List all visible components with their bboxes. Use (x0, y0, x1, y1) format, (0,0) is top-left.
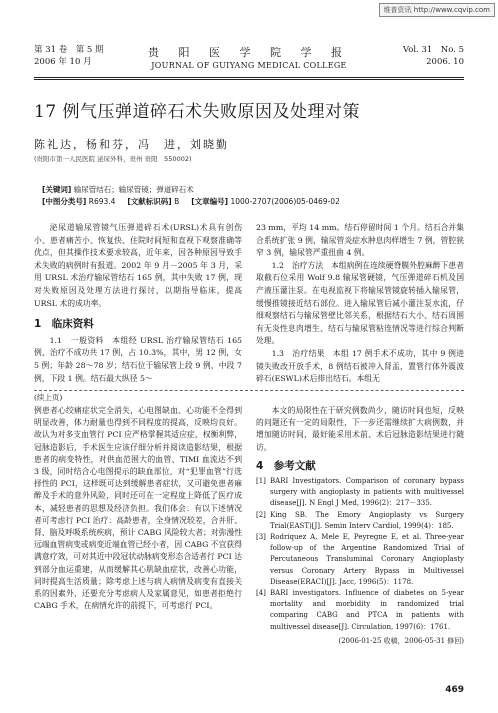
classification-line (42, 196, 340, 208)
right-column (256, 222, 464, 386)
reference-item: [2] King SB. The Emory Angioplasty vs Surgery Trial(EAST)[J]. Semin Interv Cardiol, 1999(4)：185. (256, 510, 464, 530)
continuation-divider (34, 390, 464, 391)
volume-zh: 第 31 卷 第 5 期 (34, 45, 104, 55)
article-authors: 陈礼达，杨和芬，冯 进，刘晓勤 (34, 138, 229, 151)
reference-item: [4] BARI investigators. Influence of diabetes on 5-year mortality and morbidity in randomized trial comparing CABG and PTCA in patients with multivessel disease[J]. Circulation, 1997(6)：1761. (256, 589, 464, 631)
doc-code-label: [文献标识码] (127, 197, 172, 206)
section-1-heading: 1 临床资料 (34, 318, 94, 331)
right-paragraph-1: 23 mm，平均 14 mm。结石停留时间 1 个月。结石合并集合系统扩张 9 例，输尿管炎症水肿息肉样增生 7 例，管腔狭窄 3 例，输尿管严重扭曲 4 例。 (256, 223, 464, 258)
clc-label: [中图分类号] (42, 197, 87, 206)
bottom-left-column (34, 405, 242, 612)
section-1-1: 1.1 一般资料 本组经 URSL 治疗输尿管结石 165 例，治疗不成功共 17 例，占 10.3%，其中，男 12 例，女 5 例；年龄 28～78 岁；结石位于输尿管上段 9 例，中段 7 例，下段 1 例。结石最大纵径 5～ (34, 335, 242, 383)
keywords-line (42, 184, 340, 196)
intro-paragraph: 泌尿道输尿管镜气压弹道碎石术(URSL)术具有创伤小、患者痛苦小、恢复快、住院时间短和直视下观察准确等优点，但其操作技术要求较高，近年来，因各种原因导致手术失败的病例时有报道。2002 年 9 月－2005 年 3 月，采用 URSL 术治疗输尿管结石 165 例，其中失败 17 例，现对失败原因及处理方法进行探讨，以期指导临床，提高 URSL 术的成功率。 (34, 223, 242, 308)
references-heading: 4 参考文献 (256, 459, 316, 472)
keywords-label: [关键词] (42, 185, 72, 194)
header-center (34, 44, 464, 70)
journal-name-en: JOURNAL OF GUIYANG MEDICAL COLLEGE (151, 61, 347, 70)
doc-code-text: B (174, 197, 180, 206)
journal-name-zh: 贵 阳 医 学 院 学 报 (148, 46, 350, 59)
date-en: 2006. 10 (426, 57, 464, 67)
header-rule (34, 77, 464, 80)
bottom-left-paragraph: 例患者心绞痛症状完全消失，心电图缺血、心功能不全得到明显改善，体力耐量也得到不同程度的提高，反映均良好。故认为对多支血管行 PCI 应严格掌握其适应症，权衡利弊，冠脉造影后，手术医生应该仔细分析并阅读造影结果，根据患者的病变特性，对供血范围大的血管、TIMI 血流达不到 3 级，同时结合心电图提示的缺血部位，对“犯罪血管”行选择性的 PCI，这样既可达到缓解患者症状，又可避免患者麻醉及手术的意外风险，同时还可在一定程度上降低了医疗成本，减轻患者的思想及经济负担。我们体会：有以下述情况者可考虑行 PCI 治疗：高龄患者，全身情况较差，合并肝、肾、脑及呼吸系统疾病，预计 CABG 风险较大者；对弥漫性远端血管病变或病变近端血管已经小者，因 CABG 不宜获得满意疗效，可对其近中段冠状动脉病变形态合适者行 PCI 达到部分血运重建，从而缓解其心肌缺血症状，改善心功能，同时提高生活质量；除考虑上述与病人病情及病变有直接关系的因素外，还要充分考虑病人及家属意见，如患者拒绝行 CABG 手术，在病情允许的前提下，可考虑行 PCI。 (34, 406, 242, 611)
page-number: 469 (445, 685, 464, 695)
article-id-label: [文章编号] (191, 197, 229, 206)
journal-header (34, 44, 464, 78)
left-column (34, 222, 242, 385)
article-id-text: 1000-2707(2006)05-0469-02 (230, 197, 340, 206)
reference-list (256, 476, 464, 633)
archive-stamp: 维普资讯 http://www.cqvip.com (379, 3, 495, 17)
volume-en: Vol. 31 No. 5 (402, 45, 464, 55)
section-1-3: 1.3 治疗结果 本组 17 例手术不成功，其中 9 例进镜失败改开放手术，8 例结石被冲入肾盂，置管行体外震波碎石(ESWL)术后排出结石。本组无 (256, 348, 464, 384)
date-zh: 2006 年 10 月 (34, 57, 92, 67)
reference-item: [3] Rodriquez A, Mele E, Peyregne E, et al. Three-year follow-up of the Argentine Randomized Trial of Percutaneous Transluminal Coronary Angioplasty versus Coronary Artery Bypass in Multivessel Disease(ERACI)[J]. Jacc, 1996(5)：1178. (256, 533, 464, 586)
article-title: 17 例气压弹道碎石术失败原因及处理对策 (34, 102, 361, 122)
section-1-2: 1.2 治疗方法 本组病例在连续硬脊膜外腔麻醉下患者取截石位采用 Wolf 9.8 输尿管硬镜，气压弹道碎石机及国产液压灌注泵。在电视监视下将输尿管镜旋转插入输尿管，缓慢推镜接近结石部位。进入输尿管后减小灌注泵水流，仔细观察结石与输尿管壁比邻关系，根据结石大小、结石周围有无炎性息肉增生、结石与输尿管粘连情况等进行综合判断处理。 (256, 260, 464, 346)
continued-marker: (续上页) (34, 393, 63, 402)
keywords-block (42, 184, 340, 208)
reference-item: [1] BARI Investigators. Comparison of coronary bypass surgery with angioplasty in patients with multivessel disease[J]. N Engl J Med, 1996(2)：217－335. (256, 477, 464, 508)
bottom-right-column (256, 405, 464, 647)
keywords-text: 输尿管结石；输尿管镜；弹道碎石术 (73, 185, 194, 194)
received-date: (2006-01-25 收稿，2006-05-31 修回) (338, 636, 464, 645)
article-affiliation: (贵阳市第一人民医院 泌尿外科，贵州 贵阳 550002) (34, 155, 192, 163)
header-right (403, 44, 464, 68)
clc-text: R693.4 (88, 197, 116, 206)
limitation-paragraph: 本文的局限性在于研究例数尚少，随访时间也短，反映的问题还有一定的局限性，下一步还需继续扩大病例数，并增加随访时间，最好能采用术前、术后冠脉造影结果进行随访。 (256, 406, 464, 452)
